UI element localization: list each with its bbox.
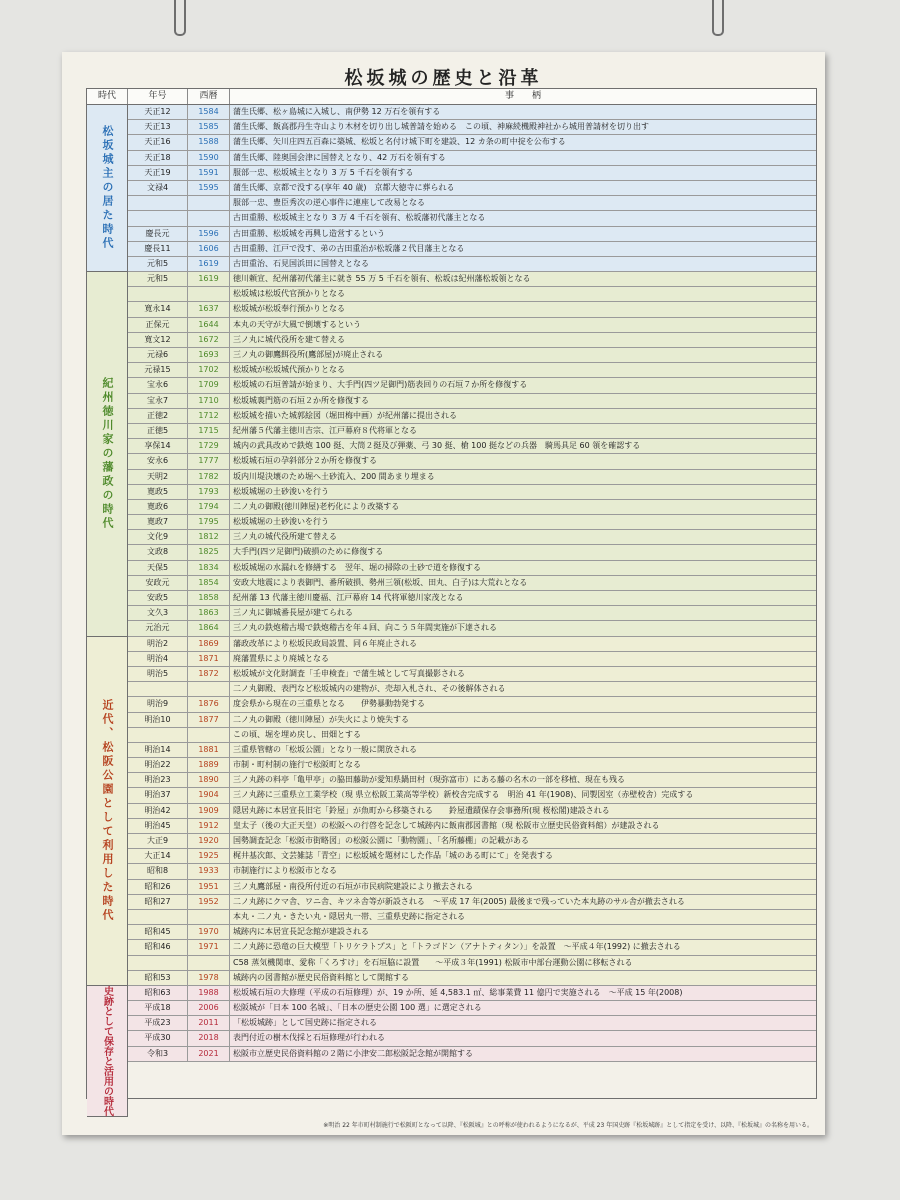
table-row (128, 788, 816, 803)
event-cell: 三ノ丸跡に三重県立工業学校（現 県立松阪工業高等学校）新校舎完成する 明治 41 年(1908)、同製図室（赤壁校舎）完成する (233, 790, 694, 800)
event-cell: 二ノ丸の御殿(徳川陣屋)老朽化により改築する (233, 501, 400, 511)
table-row (128, 272, 816, 287)
year-cell (188, 211, 230, 225)
event-cell: この頃、堀を埋め戻し、田畑とする (233, 729, 361, 739)
event-cell: 表門付近の樹木伐採と石垣修理が行われる (233, 1033, 385, 1043)
table-row (128, 637, 816, 652)
era-cell (87, 637, 128, 986)
table-row (128, 773, 816, 788)
table-body (87, 105, 816, 1117)
table-row (128, 1016, 816, 1031)
year-cell: 1584 (188, 105, 230, 119)
event-cell: 市制・町村制の施行で松阪町となる (233, 760, 361, 770)
year-cell: 1693 (188, 348, 230, 362)
table-row (128, 682, 816, 697)
year-cell: 1904 (188, 788, 230, 802)
nengo-cell: 享保14 (128, 439, 188, 453)
year-cell: 2021 (188, 1047, 230, 1061)
era-group (87, 105, 816, 272)
header-year: 西暦 (188, 89, 230, 104)
nengo-cell: 昭和45 (128, 925, 188, 939)
year-cell: 1812 (188, 530, 230, 544)
nengo-cell: 明治10 (128, 713, 188, 727)
event-cell: 松坂城堀の土砂浚いを行う (233, 486, 329, 496)
year-cell: 1876 (188, 697, 230, 711)
nengo-cell: 文禄4 (128, 181, 188, 195)
nengo-cell: 正保元 (128, 318, 188, 332)
event-cell: 三ノ丸に城代役所を建て替える (233, 334, 345, 344)
year-cell: 1637 (188, 302, 230, 316)
table-row (128, 394, 816, 409)
year-cell: 1970 (188, 925, 230, 939)
table-row (128, 591, 816, 606)
event-cell: 本丸・二ノ丸・きたい丸・隠居丸一帯、三重県史跡に指定される (233, 911, 465, 921)
year-cell: 1777 (188, 454, 230, 468)
year-cell: 1596 (188, 227, 230, 241)
year-cell: 1877 (188, 713, 230, 727)
event-cell: 三重県管轄の「松坂公園」となり一般に開放される (233, 744, 417, 754)
nengo-cell: 元和5 (128, 257, 188, 271)
event-cell: 「松坂城跡」として国史跡に指定される (233, 1018, 377, 1028)
nengo-cell: 安永6 (128, 454, 188, 468)
event-cell: 城跡内の図書館が歴史民俗資料館として開館する (233, 972, 409, 982)
table-row (128, 713, 816, 728)
table-row (128, 864, 816, 879)
nengo-cell: 令和3 (128, 1047, 188, 1061)
event-cell: 松坂城が文化財調査「壬申検査」で蒲生城として写真撮影される (233, 668, 465, 678)
event-cell: 古田重勝、江戸で没す、弟の古田重治が松坂藩２代目藩主となる (233, 243, 465, 253)
table-row (128, 606, 816, 621)
nengo-cell (128, 728, 188, 742)
event-cell: 三ノ丸跡の料亭「亀甲亭」の脇田藤助が愛知県鍋田村（現弥富市）にある藤の名木の一部を移植、現在も残る (233, 775, 625, 785)
nengo-cell: 寛政6 (128, 500, 188, 514)
table-row (128, 470, 816, 485)
era-label: 紀州徳川家の藩政の時代 (101, 376, 114, 531)
era-group (87, 637, 816, 986)
year-cell: 1925 (188, 849, 230, 863)
event-cell: C58 蒸気機関車、愛称「くろすけ」を石垣脇に設置 ～平成３年(1991) 松阪市中部台運動公園に移転される (233, 957, 633, 967)
table-row (128, 196, 816, 211)
year-cell: 2006 (188, 1001, 230, 1015)
table-row (128, 910, 816, 925)
table-row (128, 439, 816, 454)
year-cell (188, 287, 230, 301)
nengo-cell: 宝永6 (128, 378, 188, 392)
table-row (128, 363, 816, 378)
table-row (128, 378, 816, 393)
year-cell: 1729 (188, 439, 230, 453)
event-cell: 二ノ丸跡に恐竜の巨大模型「トリケラトプス」と「トラゴドン（アナトティタン）」を設置 ～平成４年(1992) に撤去される (233, 942, 681, 952)
year-cell: 1710 (188, 394, 230, 408)
era-cell (87, 986, 128, 1117)
table-row (128, 895, 816, 910)
event-cell: 松坂城堀の土砂浚いを行う (233, 517, 329, 527)
nengo-cell: 元禄6 (128, 348, 188, 362)
nengo-cell (128, 211, 188, 225)
table-row (128, 758, 816, 773)
table-row (128, 743, 816, 758)
nengo-cell: 平成18 (128, 1001, 188, 1015)
era-group (87, 986, 816, 1117)
event-cell: 三ノ丸鷹部屋・南役所付近の石垣が市民病院建設により撤去される (233, 881, 473, 891)
event-cell: 松坂城堀の水漏れを修繕する 翌年、堀の掃除の土砂で道を修復する (233, 562, 481, 572)
event-cell: 松阪城が「日本 100 名城」、「日本の歴史公園 100 選」に選定される (233, 1003, 482, 1013)
nengo-cell: 寛文12 (128, 333, 188, 347)
event-cell: 蒲生氏郷、陸奥国会津に国替えとなり、42 万石を領有する (233, 152, 446, 162)
event-cell: 度会県から現在の三重県となる 伊勢暴動勃発する (233, 699, 425, 709)
event-cell: 松坂城石垣の孕斜部分２か所を修復する (233, 456, 377, 466)
year-cell: 1854 (188, 576, 230, 590)
event-cell: 松坂城石垣の大修理（平成の石垣修理）が、19 か所、延 4,583.1 ㎡、総事業費 11 億円で実施される ～平成 15 年(2008) (233, 987, 683, 997)
nengo-cell: 昭和27 (128, 895, 188, 909)
year-cell: 1585 (188, 120, 230, 134)
nengo-cell: 文政8 (128, 545, 188, 559)
table-row (128, 728, 816, 743)
event-cell: 松坂城が松坂城代預かりとなる (233, 365, 345, 375)
event-cell: 二ノ丸の御殿（徳川陣屋）が失火により焼失する (233, 714, 409, 724)
nengo-cell: 昭和53 (128, 971, 188, 985)
era-group (87, 272, 816, 637)
table-header (87, 89, 816, 105)
year-cell: 1834 (188, 561, 230, 575)
nengo-cell: 宝永7 (128, 394, 188, 408)
table-row (128, 561, 816, 576)
table-row (128, 925, 816, 940)
year-cell: 1909 (188, 804, 230, 818)
header-event: 事 柄 (504, 91, 541, 101)
year-cell: 1794 (188, 500, 230, 514)
nengo-cell: 天正19 (128, 166, 188, 180)
table-row (128, 424, 816, 439)
table-row (128, 151, 816, 166)
era-label: 松坂城主の居た時代 (101, 125, 114, 252)
table-row (128, 1001, 816, 1016)
event-cell: 蒲生氏郷、京都で没する(享年 40 歳) 京都大徳寺に葬られる (233, 182, 455, 192)
event-cell: 徳川頼宣、紀州藩初代藩主に就き 55 万 5 千石を領有、松坂は紀州藩松坂領となる (233, 274, 531, 284)
table-row (128, 971, 816, 986)
table-row (128, 227, 816, 242)
year-cell: 1889 (188, 758, 230, 772)
year-cell: 1863 (188, 606, 230, 620)
year-cell: 1978 (188, 971, 230, 985)
year-cell (188, 910, 230, 924)
table-row (128, 697, 816, 712)
event-cell: 梶井基次郎、文芸雑誌「青空」に松坂城を題材にした作品「城のある町にて」を発表する (233, 851, 553, 861)
era-label: 史跡として保存と活用の時代 (101, 985, 113, 1116)
era-label: 近代、松阪公園として利用した時代 (101, 698, 114, 923)
year-cell: 1595 (188, 181, 230, 195)
event-cell: 松坂城は松坂代官預かりとなる (233, 289, 345, 299)
event-cell: 藩政改革により松坂民政局設置、同６年廃止される (233, 638, 417, 648)
event-cell: 国勢調査記念「松阪市街略図」の松阪公園に「動物園」、「名所藤棚」の記載がある (233, 836, 529, 845)
year-cell (188, 196, 230, 210)
hanging-hook-left (174, 0, 186, 36)
event-cell: 安政大地震により表御門、番所破損、勢州三領(松坂、田丸、白子)は大荒れとなる (233, 577, 528, 587)
footnote: ※明治 22 年市町村制施行で松阪町となって以降、『松阪城』との呼称が使われるようになるが、平成 23 年国史跡『松坂城跡』として指定を受け、以降、『松坂城』の名称を用いる。 (323, 1122, 813, 1129)
year-cell: 1988 (188, 986, 230, 1000)
table-row (128, 834, 816, 849)
year-cell: 1881 (188, 743, 230, 757)
year-cell: 1795 (188, 515, 230, 529)
table-row (128, 530, 816, 545)
table-row (128, 135, 816, 150)
table-row (128, 621, 816, 636)
event-cell: 皇太子（後の大正天皇）の松阪への行啓を記念して城跡内に飯南郡図書館（現 松阪市立歴史民俗資料館）が建設される (233, 820, 660, 830)
event-cell: 蒲生氏郷、松ヶ島城に入城し、南伊勢 12 万石を領有する (233, 107, 441, 116)
nengo-cell: 天正16 (128, 135, 188, 149)
table-row (128, 576, 816, 591)
table-row (128, 105, 816, 120)
year-cell: 1709 (188, 378, 230, 392)
year-cell: 1715 (188, 424, 230, 438)
event-cell: 紀州藩５代藩主徳川吉宗、江戸幕府８代将軍となる (233, 425, 417, 435)
event-cell: 廃藩置県により廃城となる (233, 653, 329, 663)
year-cell: 1619 (188, 257, 230, 271)
event-cell: 古田重勝、松坂城を再興し造営するという (233, 228, 385, 238)
table-row (128, 485, 816, 500)
nengo-cell: 明治2 (128, 637, 188, 651)
year-cell: 1606 (188, 242, 230, 256)
nengo-cell: 寛政5 (128, 485, 188, 499)
nengo-cell: 天正12 (128, 105, 188, 119)
nengo-cell: 寛永14 (128, 302, 188, 316)
year-cell: 1872 (188, 667, 230, 681)
year-cell: 1825 (188, 545, 230, 559)
event-cell: 坂内川堤決壊のため堀へ土砂流入、200 間あまり埋まる (233, 471, 435, 481)
table-row (128, 302, 816, 317)
year-cell: 1858 (188, 591, 230, 605)
table-row (128, 166, 816, 181)
year-cell: 1782 (188, 470, 230, 484)
hanging-hook-right (712, 0, 724, 36)
history-table (86, 88, 817, 1116)
event-cell: 城内の武具改めで鉄炮 100 挺、大筒２挺及び弾薬、弓 30 挺、槍 100 挺などの兵器 騎馬具足 60 領を確認する (233, 441, 641, 451)
era-cell (87, 105, 128, 272)
nengo-cell: 元治元 (128, 621, 188, 635)
nengo-cell (128, 682, 188, 696)
nengo-cell: 慶長11 (128, 242, 188, 256)
event-cell: 隠居丸跡に本居宣長旧宅「鈴屋」が魚町から移築される 鈴屋遺蹟保存会事務所(現 桜松閣)建設される (233, 805, 610, 815)
year-cell (188, 682, 230, 696)
year-cell: 1912 (188, 819, 230, 833)
year-cell: 1933 (188, 864, 230, 878)
year-cell: 1588 (188, 135, 230, 149)
event-cell: 古田重勝、松坂城主となり 3 万 4 千石を領有、松坂藩初代藩主となる (233, 213, 486, 223)
year-cell: 1672 (188, 333, 230, 347)
table-row (128, 880, 816, 895)
event-cell: 市制施行により松阪市となる (233, 866, 337, 876)
year-cell: 1890 (188, 773, 230, 787)
nengo-cell: 天正13 (128, 120, 188, 134)
table-row (128, 318, 816, 333)
table-row (128, 409, 816, 424)
event-cell: 松坂城が松坂奉行預かりとなる (233, 304, 345, 314)
nengo-cell: 明治4 (128, 652, 188, 666)
year-cell: 1871 (188, 652, 230, 666)
table-row (128, 500, 816, 515)
nengo-cell: 天保5 (128, 561, 188, 575)
year-cell: 1591 (188, 166, 230, 180)
nengo-cell: 明治42 (128, 804, 188, 818)
table-row (128, 940, 816, 955)
table-row (128, 1047, 816, 1062)
year-cell: 1590 (188, 151, 230, 165)
table-row (128, 986, 816, 1001)
event-cell: 紀州藩 13 代藩主徳川慶福、江戸幕府 14 代将軍徳川家茂となる (233, 593, 464, 602)
table-row (128, 348, 816, 363)
table-row (128, 545, 816, 560)
event-cell: 松坂城の石垣普請が始まり、大手門(四ツ足御門)筋表回りの石垣７か所を修復する (233, 380, 528, 390)
year-cell: 1869 (188, 637, 230, 651)
year-cell (188, 956, 230, 970)
era-cell (87, 272, 128, 637)
year-cell: 1920 (188, 834, 230, 848)
year-cell: 1952 (188, 895, 230, 909)
nengo-cell: 正徳5 (128, 424, 188, 438)
event-cell: 古田重治、石見国浜田に国替えとなる (233, 258, 369, 268)
year-cell: 1951 (188, 880, 230, 894)
table-row (128, 819, 816, 834)
board-title: 松坂城の歴史と沿革 (344, 68, 543, 89)
event-cell: 本丸の天守が大風で倒壊するという (233, 319, 361, 329)
nengo-cell: 慶長元 (128, 227, 188, 241)
table-row (128, 804, 816, 819)
nengo-cell: 明治9 (128, 697, 188, 711)
event-cell: 松坂城を描いた城郭絵図（堀田梅中画）が紀州藩に提出される (233, 410, 457, 420)
event-cell: 三ノ丸の御鷹餌役所(鷹部屋)が廃止される (233, 350, 384, 359)
nengo-cell: 天正18 (128, 151, 188, 165)
nengo-cell: 明治37 (128, 788, 188, 802)
nengo-cell: 昭和26 (128, 880, 188, 894)
year-cell: 1712 (188, 409, 230, 423)
table-row (128, 515, 816, 530)
nengo-cell: 昭和46 (128, 940, 188, 954)
nengo-cell: 明治45 (128, 819, 188, 833)
year-cell: 1793 (188, 485, 230, 499)
table-row (128, 667, 816, 682)
event-cell: 二ノ丸御殿、表門など松坂城内の建物が、売却入札され、その後解体される (233, 684, 506, 694)
nengo-cell: 天明2 (128, 470, 188, 484)
header-nengo: 年号 (128, 89, 188, 104)
year-cell (188, 728, 230, 742)
nengo-cell: 明治14 (128, 743, 188, 757)
year-cell: 1971 (188, 940, 230, 954)
nengo-cell: 正徳2 (128, 409, 188, 423)
nengo-cell: 昭和8 (128, 864, 188, 878)
table-row (128, 333, 816, 348)
nengo-cell: 平成30 (128, 1031, 188, 1045)
nengo-cell (128, 956, 188, 970)
event-cell: 二ノ丸跡にクマ舎、ワニ舎、キツネ舎等が新設される ～平成 17 年(2005) 最後まで残っていた本丸跡のサル舎が撤去される (233, 896, 685, 906)
table-row (128, 652, 816, 667)
event-cell: 松坂城裏門筋の石垣２か所を修復する (233, 395, 369, 405)
nengo-cell: 元禄15 (128, 363, 188, 377)
nengo-cell: 明治22 (128, 758, 188, 772)
nengo-cell: 文化9 (128, 530, 188, 544)
nengo-cell (128, 287, 188, 301)
nengo-cell: 寛政7 (128, 515, 188, 529)
table-row (128, 849, 816, 864)
nengo-cell (128, 910, 188, 924)
nengo-cell: 明治23 (128, 773, 188, 787)
nengo-cell: 大正14 (128, 849, 188, 863)
event-cell: 蒲生氏郷、矢川庄四五百森に築城、松坂と名付け城下町を建設、12 カ条の町中掟を公布する (233, 137, 566, 147)
table-row (128, 211, 816, 226)
year-cell: 1644 (188, 318, 230, 332)
nengo-cell: 明治5 (128, 667, 188, 681)
event-cell: 蒲生氏郷、飯高郡丹生寺山より木材を切り出し城普請を始める この頃、神麻続機殿神社から城用普請材を切り出す (233, 122, 649, 132)
table-row (128, 181, 816, 196)
year-cell: 2011 (188, 1016, 230, 1030)
nengo-cell: 大正9 (128, 834, 188, 848)
header-era: 時代 (87, 89, 128, 104)
year-cell: 2018 (188, 1031, 230, 1045)
table-row (128, 1031, 816, 1046)
table-row (128, 257, 816, 272)
event-cell: 松阪市立歴史民俗資料館の２階に小津安二郎松阪記念館が開館する (233, 1048, 473, 1058)
event-cell: 服部一忠、松坂城主となり 3 万 5 千石を領有する (233, 167, 414, 177)
table-row (128, 287, 816, 302)
nengo-cell: 文久3 (128, 606, 188, 620)
year-cell: 1619 (188, 272, 230, 286)
event-cell: 三ノ丸の城代役所建て替える (233, 532, 337, 542)
event-cell: 三ノ丸に御城番長屋が建てられる (233, 608, 353, 618)
nengo-cell: 平成23 (128, 1016, 188, 1030)
event-cell: 三ノ丸の鉄炮稽古場で鉄炮稽古を年４回、向こう５年間実施が下達される (233, 623, 497, 633)
table-row (128, 956, 816, 971)
table-row (128, 242, 816, 257)
event-cell: 城跡内に本居宣長記念館が建設される (233, 927, 369, 937)
nengo-cell: 元和5 (128, 272, 188, 286)
nengo-cell: 昭和63 (128, 986, 188, 1000)
event-cell: 服部一忠、豊臣秀次の逆心事件に連座して改易となる (233, 198, 425, 208)
nengo-cell: 安政元 (128, 576, 188, 590)
history-board (62, 52, 825, 1135)
event-cell: 大手門(四ツ足御門)破損のために修復する (233, 547, 384, 557)
nengo-cell: 安政5 (128, 591, 188, 605)
table-row (128, 120, 816, 135)
year-cell: 1864 (188, 621, 230, 635)
year-cell: 1702 (188, 363, 230, 377)
nengo-cell (128, 196, 188, 210)
table-row (128, 454, 816, 469)
